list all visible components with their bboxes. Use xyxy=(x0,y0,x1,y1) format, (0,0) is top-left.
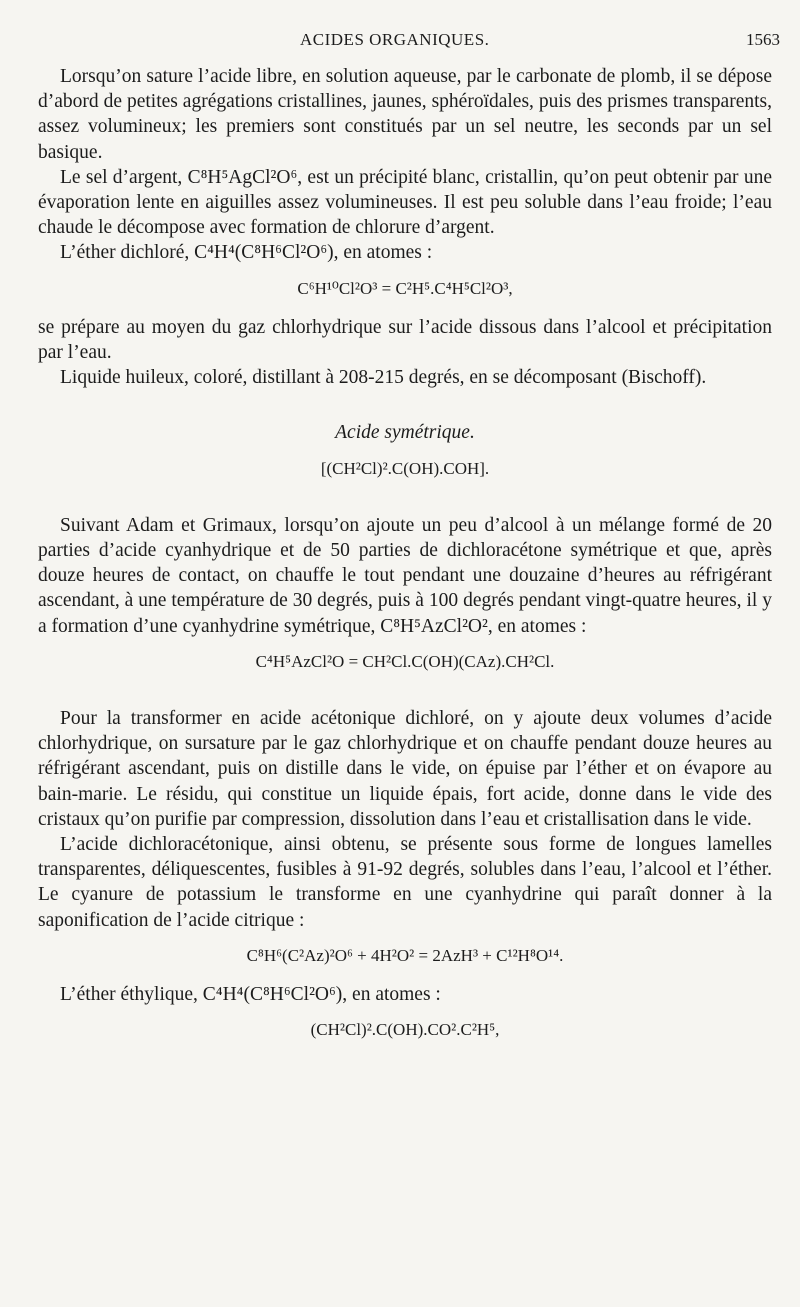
paragraph-liquid: Liquide huileux, coloré, distillant à 208-215 degrés, en se décomposant (Bischoff). xyxy=(60,367,707,389)
section-title: Acide symétrique. xyxy=(335,422,475,444)
formula-ethyl-ether: (CH²Cl)².C(OH).CO².C²H⁵, xyxy=(310,1020,500,1040)
page-number: 1563 xyxy=(746,30,780,49)
paragraph-silver-salt: Le sel d’argent, C⁸H⁵AgCl²O⁶, est un précipité blanc, cristallin, qu’on peut obtenir par une évaporation lente en aiguilles assez volumineuses. Il est peu soluble dans l’eau froide; l’eau chaude le décompose avec formation de chlorure d’argent. xyxy=(38,166,772,239)
text-body xyxy=(38,64,772,1057)
paragraph-lead-salts: Lorsqu’on sature l’acide libre, en solution aqueuse, par le carbonate de plomb, il se dépose d’abord de petites agrégations cristallines, jaunes, sphéroïdales, puis des prismes transparents, assez volumineux; les premiers sont constitués par un sel neutre, les seconds par un sel basique. xyxy=(38,66,772,163)
paragraph-preparation: se prépare au moyen du gaz chlorhydrique sur l’acide dissous dans l’alcool et précipitation par l’eau. xyxy=(38,316,772,364)
formula-citric: C⁸H⁶(C²Az)²O⁶ + 4H²O² = 2AzH³ + C¹²H⁸O¹⁴. xyxy=(246,945,564,965)
paragraph-ethyl-ether: L’éther éthylique, C⁴H⁴(C⁸H⁶Cl²O⁶), en atomes : xyxy=(60,984,441,1006)
paragraph-dichloro-ether: L’éther dichloré, C⁴H⁴(C⁸H⁶Cl²O⁶), en atomes : xyxy=(60,242,433,264)
paragraph-transformation: Pour la transformer en acide acétonique dichloré, on y ajoute deux volumes d’acide chlorhydrique, on sursature par le gaz chlorhydrique et on chauffe pendant douze heures au réfrigérant ascendant, puis on distille dans le vide, on épuise par l’éther et on évapore au bain-marie. Le résidu, qui constitue un liquide épais, fort acide, donne dans le vide des cristaux qu’on purifie par compression, dissolution dans l’eau et cristallisation dans le vide. xyxy=(38,708,772,830)
paragraph-adam-grimaux: Suivant Adam et Grimaux, lorsqu’on ajoute un peu d’alcool à un mélange formé de 20 parties d’acide cyanhydrique et de 50 parties de dichloracétone symétrique et que, après douze heures de contact, on chauffe le tout pendant une douzaine d’heures au réfrigérant ascendant, à une température de 30 degrés, puis à 100 degrés pendant vingt-quatre heures, il y a formation d’une cyanhydrine symétrique, C⁸H⁵AzCl²O², en atomes : xyxy=(38,514,772,637)
formula-cyanhydrine: C⁴H⁵AzCl²O = CH²Cl.C(OH)(CAz).CH²Cl. xyxy=(255,651,555,671)
paragraph-dichloracetonic-acid: L’acide dichloracétonique, ainsi obtenu, se présente sous forme de longues lamelles transparentes, déliquescentes, fusibles à 91-92 degrés, solubles dans l’eau, l’alcool et l’éther. Le cyanure de potassium le transforme en une cyanhydrine qui paraît donner à la saponification de l’acide citrique : xyxy=(38,834,772,931)
formula-symmetric-acid: [(CH²Cl)².C(OH).COH]. xyxy=(320,458,490,478)
running-title: ACIDES ORGANIQUES. xyxy=(300,30,490,49)
formula-ether: C⁶H¹⁰Cl²O³ = C²H⁵.C⁴H⁵Cl²O³, xyxy=(297,278,513,298)
page-header xyxy=(0,30,800,54)
